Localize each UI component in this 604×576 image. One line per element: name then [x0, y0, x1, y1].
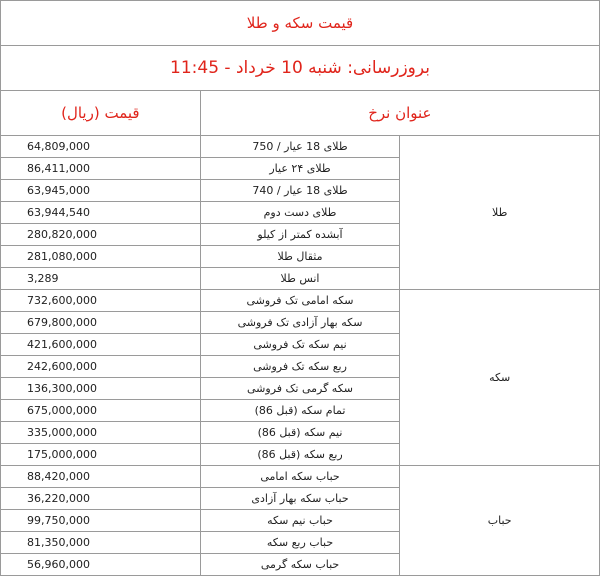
rate-name-cell: حباب سکه امامی	[200, 466, 400, 488]
rate-price-cell: 242,600,000	[1, 356, 201, 378]
rate-price-cell: 63,945,000	[1, 180, 201, 202]
rate-name-cell: نیم سکه (قبل 86)	[200, 422, 400, 444]
rate-name-cell: ربع سکه (قبل 86)	[200, 444, 400, 466]
rate-name-cell: حباب ربع سکه	[200, 532, 400, 554]
rate-name-cell: طلای 18 عیار / 750	[200, 136, 400, 158]
column-header-price: قیمت (ریال)	[1, 91, 201, 136]
update-timestamp: بروزرسانی: شنبه 10 خرداد - 11:45	[1, 46, 600, 91]
rate-price-cell: 56,960,000	[1, 554, 201, 576]
rate-price-cell: 732,600,000	[1, 290, 201, 312]
rate-name-cell: حباب نیم سکه	[200, 510, 400, 532]
rate-price-cell: 81,350,000	[1, 532, 201, 554]
rate-name-cell: حباب سکه بهار آزادی	[200, 488, 400, 510]
rate-name-cell: حباب سکه گرمی	[200, 554, 400, 576]
rate-price-cell: 175,000,000	[1, 444, 201, 466]
rate-price-cell: 335,000,000	[1, 422, 201, 444]
title-row	[1, 1, 600, 46]
rate-name-cell: طلای ۲۴ عیار	[200, 158, 400, 180]
rate-price-cell: 64,809,000	[1, 136, 201, 158]
rate-price-cell: 280,820,000	[1, 224, 201, 246]
rate-name-cell: تمام سکه (قبل 86)	[200, 400, 400, 422]
table-row	[1, 136, 600, 158]
rate-price-cell: 136,300,000	[1, 378, 201, 400]
rate-name-cell: انس طلا	[200, 268, 400, 290]
update-row	[1, 46, 600, 91]
rate-price-cell: 421,600,000	[1, 334, 201, 356]
table-row	[1, 466, 600, 488]
header-row	[1, 91, 600, 136]
rate-name-cell: ربع سکه تک فروشی	[200, 356, 400, 378]
rate-name-cell: سکه امامی تک فروشی	[200, 290, 400, 312]
rate-price-cell: 679,800,000	[1, 312, 201, 334]
category-cell: سکه	[400, 290, 600, 466]
rate-name-cell: مثقال طلا	[200, 246, 400, 268]
page-title: قیمت سکه و طلا	[1, 1, 600, 46]
rate-name-cell: طلای 18 عیار / 740	[200, 180, 400, 202]
rate-name-cell: سکه گرمی تک فروشی	[200, 378, 400, 400]
category-cell: حباب	[400, 466, 600, 576]
category-cell: طلا	[400, 136, 600, 290]
rate-name-cell: آبشده کمتر از کیلو	[200, 224, 400, 246]
rate-name-cell: نیم سکه تک فروشی	[200, 334, 400, 356]
rate-price-cell: 36,220,000	[1, 488, 201, 510]
rate-name-cell: سکه بهار آزادی تک فروشی	[200, 312, 400, 334]
rate-price-cell: 88,420,000	[1, 466, 201, 488]
rate-price-cell: 281,080,000	[1, 246, 201, 268]
price-table-body	[1, 1, 600, 576]
rate-price-cell: 63,944,540	[1, 202, 201, 224]
rate-price-cell: 99,750,000	[1, 510, 201, 532]
rate-name-cell: طلای دست دوم	[200, 202, 400, 224]
rate-price-cell: 3,289	[1, 268, 201, 290]
table-row	[1, 290, 600, 312]
rate-price-cell: 675,000,000	[1, 400, 201, 422]
rate-price-cell: 86,411,000	[1, 158, 201, 180]
column-header-name: عنوان نرخ	[200, 91, 599, 136]
